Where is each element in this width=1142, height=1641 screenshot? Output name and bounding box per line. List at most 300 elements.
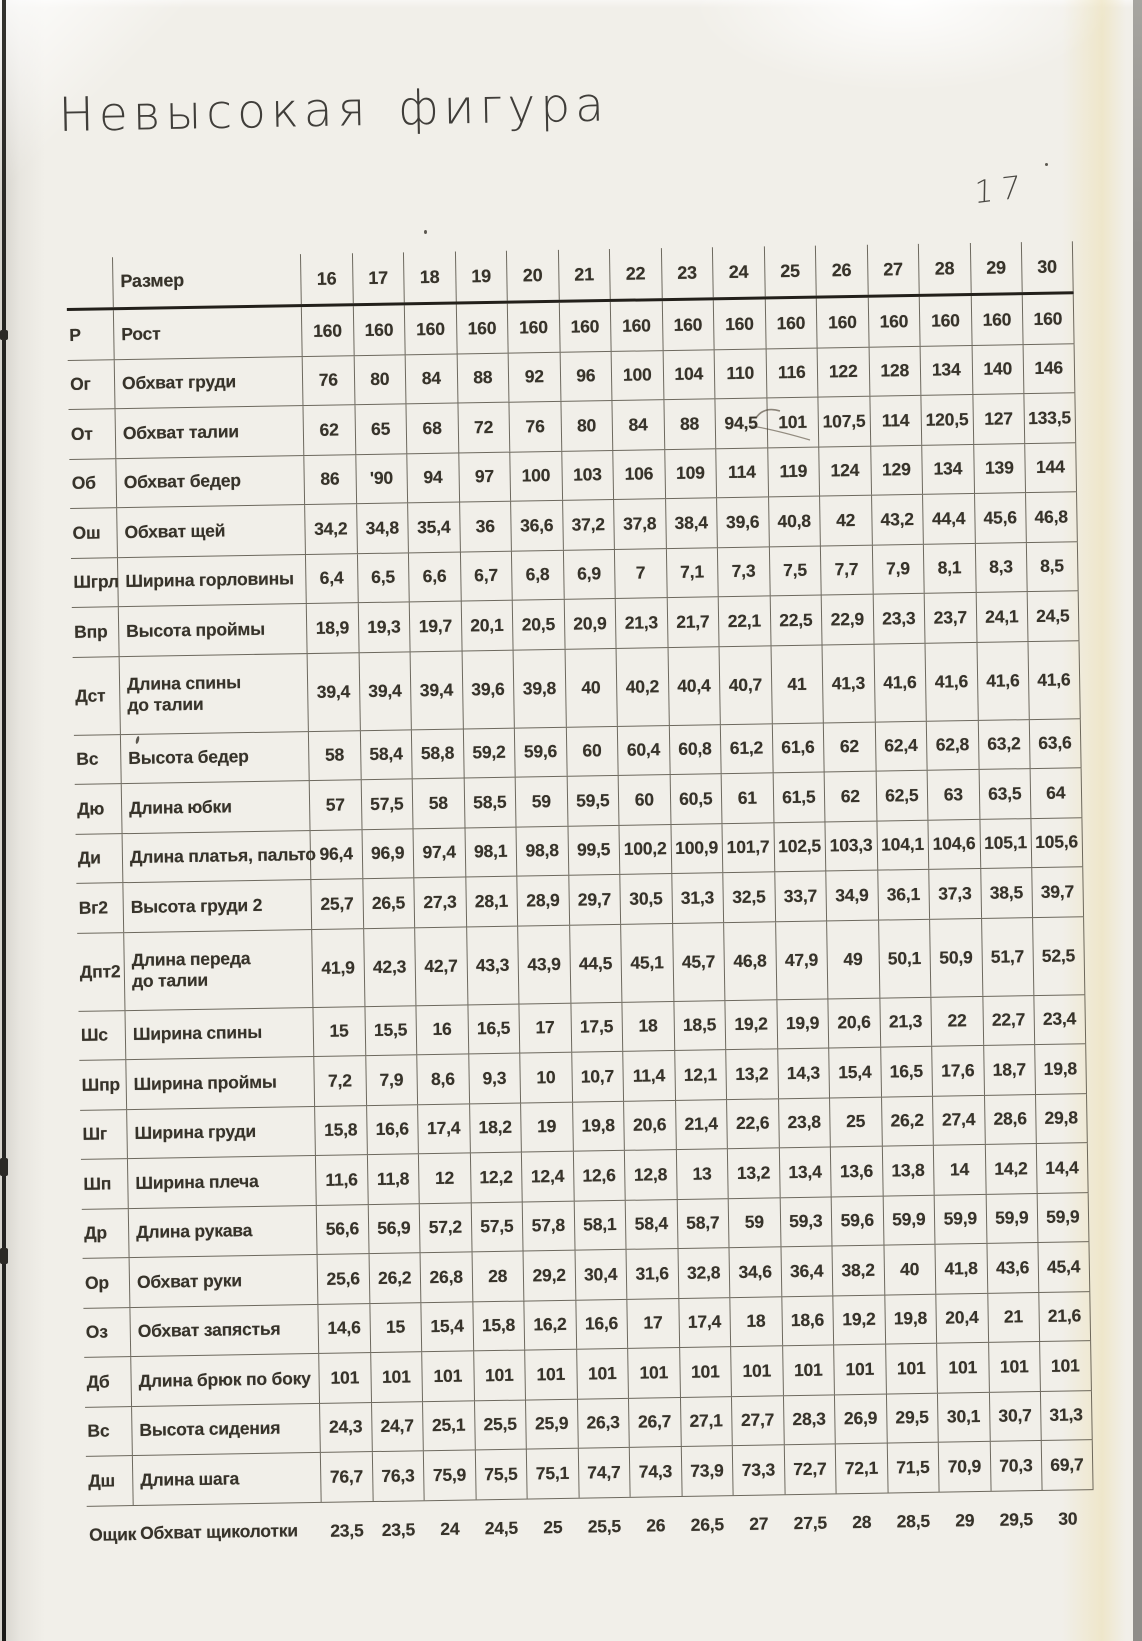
measure-value: 160 [661, 300, 713, 349]
measure-value: 30,5 [619, 874, 671, 923]
size-column-header: 30 [1021, 241, 1073, 292]
measure-value: 17,6 [931, 1046, 983, 1095]
measure-value: 73,3 [732, 1445, 784, 1494]
measure-value: 18,7 [983, 1045, 1035, 1094]
measure-value: 64 [1030, 768, 1082, 817]
measure-value: 7,7 [820, 545, 872, 594]
measure-value: 15 [312, 1007, 364, 1056]
measure-name-line: Высота груди 2 [130, 894, 263, 917]
size-column-header: 24 [712, 246, 764, 297]
measure-name-line: Обхват талии [122, 420, 240, 443]
measure-value: 122 [817, 347, 869, 396]
measure-value: 57,8 [522, 1201, 574, 1250]
measure-value: 101 [421, 1351, 473, 1400]
measure-value: 14,6 [317, 1304, 369, 1353]
measure-value: 100 [509, 451, 561, 500]
measure-value: 6,5 [356, 553, 408, 602]
measure-value: 17,4 [417, 1104, 469, 1153]
measure-value: 23,4 [1033, 995, 1085, 1044]
measure-name [123, 930, 312, 1010]
measure-value: 119 [767, 447, 819, 496]
measure-value: 57,5 [360, 779, 412, 828]
measure-value: 160 [455, 304, 507, 353]
size-column-header: 18 [403, 252, 455, 303]
measure-value: 40,4 [667, 647, 720, 725]
measure-value: 7,9 [871, 544, 923, 593]
measure-value: '90 [355, 454, 407, 503]
measure-value: 19,2 [832, 1295, 884, 1344]
measure-value: 19,7 [409, 602, 461, 651]
measure-value: 88 [663, 399, 715, 448]
measure-value: 12 [418, 1153, 470, 1202]
measure-value: 13 [675, 1149, 727, 1198]
measure-value: 20,6 [623, 1101, 675, 1150]
measure-value: 58,1 [573, 1200, 625, 1249]
measure-value: 26,3 [576, 1398, 628, 1447]
measure-value: 28 [471, 1252, 523, 1301]
measure-value: 21,4 [675, 1100, 727, 1149]
measure-value: 101 [782, 1345, 834, 1394]
measure-name-line: до талии [131, 969, 209, 992]
measure-value: 140 [971, 345, 1023, 394]
measure-name [128, 1205, 317, 1257]
measure-value: 63,6 [1029, 719, 1081, 768]
measure-value: 32,8 [677, 1248, 729, 1297]
measure-value: 8,6 [416, 1054, 468, 1103]
measure-value: 24,5 [484, 1517, 519, 1538]
measure-value: 44,5 [569, 924, 622, 1002]
measure-value: 58,7 [676, 1199, 728, 1248]
measure-value: 62 [823, 722, 875, 771]
scan-speck [424, 230, 427, 234]
measure-value: 34,2 [304, 504, 356, 553]
measure-value: 39,4 [307, 653, 360, 731]
measure-value: 105,1 [979, 819, 1031, 868]
measure-value: 58,4 [625, 1200, 677, 1249]
measure-value: 59,9 [934, 1194, 986, 1243]
measure-value: 27 [749, 1513, 769, 1534]
measure-value: 45,7 [672, 923, 725, 1001]
measure-value: 19,8 [1034, 1044, 1086, 1093]
measure-value: 40,7 [719, 646, 772, 724]
measure-value: 107,5 [817, 397, 869, 446]
measure-value: 23,7 [924, 593, 976, 642]
measure-value: 62 [824, 772, 876, 821]
measure-value: 72,7 [783, 1444, 835, 1493]
measure-value: 56,6 [316, 1205, 368, 1254]
measure-value: 84 [611, 400, 663, 449]
measure-value: 97 [458, 452, 510, 501]
measure-value: 59,6 [831, 1196, 883, 1245]
measure-value: 99,5 [567, 825, 619, 874]
measure-code: Дст [75, 684, 106, 706]
measure-value: 59,9 [882, 1195, 934, 1244]
measure-name-line: Длина шага [140, 1467, 240, 1490]
measure-name [114, 357, 303, 409]
measure-name [122, 831, 316, 883]
measure-value: 24 [440, 1518, 460, 1539]
measure-value: 17,5 [570, 1002, 622, 1051]
measure-name-line: Ширина проймы [133, 1071, 277, 1094]
measure-value: 70,3 [989, 1441, 1041, 1490]
measure-value: 41,6 [976, 642, 1029, 720]
measure-value: 129 [870, 445, 922, 494]
measure-value: 19,8 [884, 1294, 936, 1343]
measure-value: 23,5 [381, 1518, 416, 1540]
measure-name-line: Ширина плеча [135, 1170, 259, 1193]
measure-name-line: Обхват щиколотки [139, 1520, 299, 1544]
measure-name-line: Обхват запястья [137, 1318, 281, 1342]
measure-value: 41,6 [873, 643, 926, 721]
size-column-header: 26 [815, 245, 867, 296]
measure-value: 41,8 [934, 1244, 986, 1293]
measure-value: 46,8 [723, 922, 776, 1000]
measure-name-line: Длина платья, пальто [129, 844, 316, 868]
measure-value: 52,5 [1032, 917, 1085, 995]
measure-value: 24,7 [371, 1402, 423, 1451]
measure-value: 21 [987, 1293, 1039, 1342]
binding-stitch-mark [0, 1248, 8, 1264]
measure-value: 10 [519, 1053, 571, 1102]
measure-value: 76,7 [320, 1452, 372, 1501]
measure-value: 28 [852, 1511, 872, 1532]
measure-value: 36,6 [510, 501, 562, 550]
measure-name-line: Высота сидения [139, 1417, 281, 1441]
measure-value: 63 [927, 770, 979, 819]
measure-value: 17 [518, 1003, 570, 1052]
measure-name [122, 880, 311, 932]
measure-value: 40,2 [616, 648, 669, 726]
measure-value: 62,8 [926, 720, 978, 769]
measure-value: 19,2 [724, 1000, 776, 1049]
measure-value: 41 [770, 645, 823, 723]
measure-value: 61 [721, 773, 773, 822]
measure-value: 120,5 [920, 395, 972, 444]
measure-name [115, 456, 304, 508]
measure-value: 26,5 [362, 878, 414, 927]
measure-value: 26,9 [834, 1394, 886, 1443]
measure-value: 70,9 [938, 1442, 990, 1491]
measure-value: 59 [515, 777, 567, 826]
measure-value: 18 [621, 1002, 673, 1051]
measure-name-line: Высота бедер [128, 746, 249, 769]
measure-value: 29,5 [999, 1508, 1034, 1530]
measure-value: 114 [869, 396, 921, 445]
measure-code: Вг2 [78, 897, 108, 918]
measure-code: Вс [87, 1420, 110, 1442]
measure-value: 29,7 [568, 875, 620, 924]
measure-code: Дб [86, 1371, 110, 1392]
measure-value: 6,7 [459, 551, 511, 600]
measure-name [132, 1453, 321, 1505]
measure-value: 7 [614, 549, 666, 598]
measure-value: 101 [318, 1353, 370, 1402]
measure-value: 39,4 [358, 652, 411, 730]
measure-value: 160 [970, 295, 1022, 344]
measure-value: 26,2 [368, 1253, 420, 1302]
measure-value: 22 [930, 996, 982, 1045]
measure-value: 97,4 [413, 828, 465, 877]
measure-value: 25 [829, 1097, 881, 1146]
measure-value: 62,5 [875, 771, 927, 820]
measure-value: 101 [936, 1343, 988, 1392]
size-column-header: 27 [866, 244, 918, 295]
measure-value: 7,2 [313, 1056, 365, 1105]
measure-value: 76 [302, 356, 354, 405]
measure-value: 47,9 [775, 921, 828, 999]
measure-value: 15,8 [472, 1301, 524, 1350]
measure-value: 59,5 [566, 776, 618, 825]
measure-value: 38,2 [831, 1246, 883, 1295]
measure-value: 160 [610, 301, 662, 350]
measure-value: 13,2 [727, 1148, 779, 1197]
measure-value: 39,7 [1031, 867, 1083, 916]
measure-value: 94 [406, 453, 458, 502]
measure-value: 160 [352, 305, 404, 354]
measure-name [124, 1008, 313, 1060]
measure-name [121, 781, 310, 833]
measure-value: 100 [611, 351, 663, 400]
measure-value: 43,9 [517, 925, 570, 1003]
measure-name-line: Ширина спины [132, 1021, 263, 1045]
measure-value: 160 [919, 296, 971, 345]
measure-value: 17,4 [678, 1298, 730, 1347]
measure-code: Шг [82, 1123, 108, 1145]
measure-name-line: Обхват щей [124, 519, 226, 542]
measure-value: 94,5 [714, 398, 766, 447]
measure-value: 40 [564, 648, 617, 726]
measure-value: 104 [662, 350, 714, 399]
measure-value: 63,5 [978, 769, 1030, 818]
measure-value: 12,8 [624, 1150, 676, 1199]
measure-value: 7,3 [717, 547, 769, 596]
measure-value: 60 [618, 775, 670, 824]
measure-value: 23,3 [872, 594, 924, 643]
measure-value: 41,9 [311, 929, 364, 1007]
measure-value: 27,3 [413, 877, 465, 926]
measure-value: 101 [730, 1346, 782, 1395]
measure-value: 133,5 [1023, 393, 1075, 442]
measure-value: 16,2 [523, 1300, 575, 1349]
measure-name [131, 1403, 320, 1455]
measure-value: 44,4 [922, 494, 974, 543]
measure-value: 25,5 [474, 1400, 526, 1449]
measure-value: 13,8 [881, 1146, 933, 1195]
measure-value: 38,4 [665, 498, 717, 547]
measure-name-line: Обхват руки [136, 1269, 243, 1292]
measure-value: 24,3 [319, 1403, 371, 1452]
measure-value: 42,3 [363, 928, 416, 1006]
measure-value: 100,2 [618, 825, 670, 874]
measure-value: 12,2 [469, 1153, 521, 1202]
measure-value: 43,6 [986, 1243, 1038, 1292]
size-column-header: 17 [351, 252, 403, 303]
measure-value: 101 [988, 1342, 1040, 1391]
measure-value: 72 [457, 403, 509, 452]
measure-value: 80 [353, 355, 405, 404]
measure-value: 59,3 [779, 1197, 831, 1246]
measure-name-line: Обхват груди [121, 371, 237, 394]
measure-value: 134 [921, 444, 973, 493]
measure-value: 25,6 [317, 1254, 369, 1303]
measure-value: 57 [309, 780, 361, 829]
measure-value: 30,4 [574, 1250, 626, 1299]
measure-value: 39,6 [461, 650, 514, 728]
measure-value: 61,6 [771, 723, 823, 772]
measure-value: 139 [973, 444, 1025, 493]
measure-value: 75,9 [423, 1450, 475, 1499]
measure-value: 39,8 [513, 649, 566, 727]
measure-value: 15,4 [828, 1048, 880, 1097]
measure-value: 22,1 [718, 596, 770, 645]
measure-value: 144 [1024, 443, 1076, 492]
measure-value: 33,7 [774, 871, 826, 920]
measure-value: 20,4 [935, 1293, 987, 1342]
book-spine-edge [2, 0, 6, 1641]
measure-value: 6,6 [408, 552, 460, 601]
measure-code: Ог [69, 373, 91, 395]
measure-code: Ди [77, 847, 101, 869]
measure-code: Оз [85, 1321, 108, 1343]
scan-speck [1045, 163, 1048, 166]
measure-value: 63,2 [977, 720, 1029, 769]
measure-name-line: Обхват бедер [123, 470, 241, 493]
measure-value: 101,7 [721, 823, 773, 872]
measure-value: 27,1 [679, 1397, 731, 1446]
measure-value: 92 [508, 352, 560, 401]
binding-stitch-mark [0, 1158, 8, 1176]
measure-value: 160 [867, 297, 919, 346]
measure-value: 60,5 [669, 774, 721, 823]
measure-value: 80 [560, 401, 612, 450]
measure-value: 15 [369, 1303, 421, 1352]
measure-value: 42 [819, 496, 871, 545]
size-column-header: 20 [506, 250, 558, 301]
measure-value: 59,6 [514, 727, 566, 776]
measure-name-line: Длина переда [131, 947, 251, 970]
measure-name [118, 604, 307, 656]
measure-value: 74,3 [629, 1447, 681, 1496]
measure-value: 20,9 [563, 599, 615, 648]
measure-name [113, 307, 302, 359]
measure-code: Дпт2 [79, 960, 121, 982]
measure-value: 46,8 [1025, 492, 1077, 541]
measure-value: 160 [507, 303, 559, 352]
measure-value: 31,3 [1040, 1391, 1092, 1440]
measure-value: 65 [354, 404, 406, 453]
measure-value: 109 [664, 449, 716, 498]
measure-value: 58 [412, 778, 464, 827]
measure-value: 114 [715, 448, 767, 497]
measure-value: 15,8 [314, 1106, 366, 1155]
measure-value: 127 [972, 394, 1024, 443]
measure-value: 50,1 [878, 919, 931, 997]
measure-name-line: Длина брюк по боку [138, 1367, 311, 1391]
measure-value: 7,9 [365, 1055, 417, 1104]
measure-value: 19,9 [776, 999, 828, 1048]
measure-value: 18,9 [306, 603, 358, 652]
measure-value: 26,2 [881, 1096, 933, 1145]
measure-value: 16,5 [467, 1004, 519, 1053]
measure-value: 22,5 [769, 596, 821, 645]
measure-value: 28,3 [782, 1395, 834, 1444]
measure-value: 28,5 [896, 1510, 931, 1531]
measure-name-line: Длина рукава [135, 1220, 253, 1243]
measure-value: 21,3 [879, 997, 931, 1046]
measure-value: 35,4 [407, 503, 459, 552]
measure-value: 16 [415, 1005, 467, 1054]
measure-code: Вс [76, 748, 99, 770]
table-row [73, 640, 1081, 735]
measure-value: 101 [473, 1351, 525, 1400]
measure-value: 160 [558, 302, 610, 351]
measure-value: 39,4 [410, 651, 463, 729]
measure-value: 60,8 [668, 725, 720, 774]
measure-value: 39,6 [716, 497, 768, 546]
measure-value: 29,5 [885, 1393, 937, 1442]
measure-value: 17 [626, 1298, 678, 1347]
measure-value: 98,8 [515, 826, 567, 875]
measure-value: 88 [456, 353, 508, 402]
measure-value: 8,5 [1026, 542, 1078, 591]
measure-value: 58,5 [463, 778, 515, 827]
measure-value: 58,8 [411, 729, 463, 778]
measure-value: 76 [508, 402, 560, 451]
measure-value: 160 [713, 299, 765, 348]
measure-value: 23,8 [778, 1098, 830, 1147]
measure-value: 34,8 [356, 503, 408, 552]
measure-value: 27,5 [793, 1512, 828, 1533]
measure-value: 18 [729, 1297, 781, 1346]
measure-name-line: Ширина груди [134, 1121, 257, 1144]
measure-value: 146 [1023, 344, 1075, 393]
measure-value: 36,4 [780, 1246, 832, 1295]
measure-value: 41,3 [822, 644, 875, 722]
size-column-header: 16 [300, 253, 352, 304]
size-column-header: 23 [660, 247, 712, 298]
measure-value: 101 [1039, 1341, 1091, 1390]
size-column-header: 25 [763, 246, 815, 297]
measure-name [120, 732, 309, 784]
measure-value: 45,6 [974, 493, 1026, 542]
measure-value: 96,9 [361, 829, 413, 878]
measure-name [125, 1057, 314, 1109]
measure-value: 30 [1058, 1507, 1078, 1529]
measure-value: 29,8 [1035, 1094, 1087, 1143]
measure-value: 37,3 [928, 869, 980, 918]
measure-value: 36 [459, 502, 511, 551]
measure-value: 101 [576, 1349, 628, 1398]
measure-value: 96 [559, 351, 611, 400]
measure-value: 26,5 [690, 1513, 725, 1535]
measure-value: 18,2 [469, 1103, 521, 1152]
measure-value: 160 [301, 306, 353, 355]
measure-value: 30,1 [937, 1392, 989, 1441]
measure-value: 68 [405, 404, 457, 453]
measure-value: 104,6 [927, 819, 979, 868]
measure-value: 41,6 [925, 642, 978, 720]
measure-value: 9,3 [468, 1054, 520, 1103]
measure-value: 96,4 [310, 830, 362, 879]
measure-value: 45,4 [1037, 1242, 1089, 1291]
measure-value: 25,7 [310, 879, 362, 928]
measure-value: 14 [933, 1145, 985, 1194]
measure-name [133, 1502, 322, 1562]
measure-value: 32,5 [722, 872, 774, 921]
measure-value: 45,1 [620, 924, 673, 1002]
measure-code: Шпр [81, 1073, 121, 1095]
measure-name [127, 1156, 316, 1208]
